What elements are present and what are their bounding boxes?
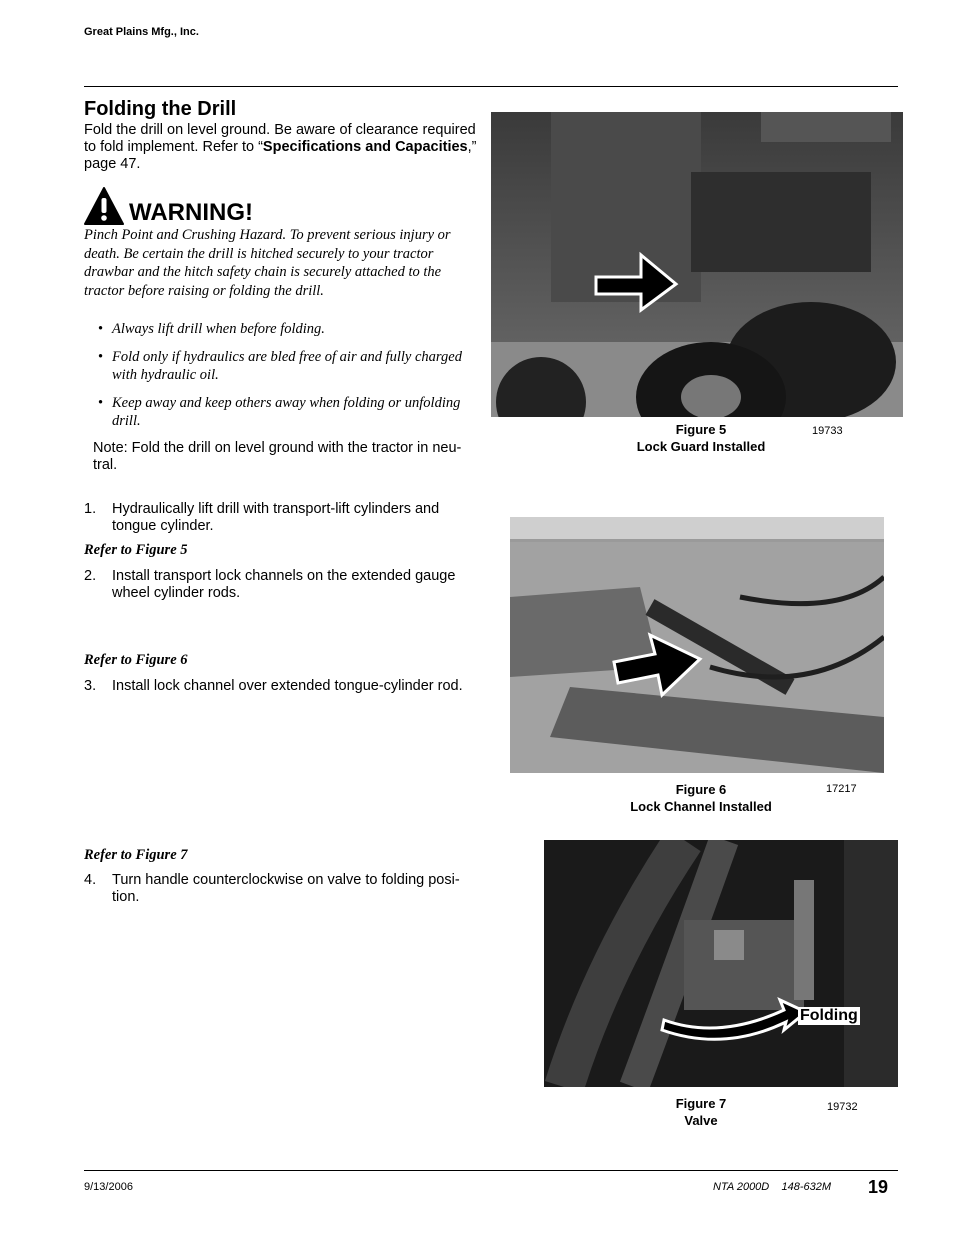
company-header: Great Plains Mfg., Inc.: [84, 26, 199, 38]
figure-title: Lock Channel Installed: [630, 799, 772, 814]
figure-6-caption: [611, 781, 791, 815]
figure-7-caption: [611, 1095, 791, 1129]
section-title: Folding the Drill: [84, 98, 237, 120]
refer-figure-7: Refer to Figure 7: [84, 847, 188, 863]
refer-figure-5: Refer to Figure 5: [84, 542, 188, 558]
step-text: Turn handle counterclockwise on valve to folding posi-tion.: [112, 872, 460, 905]
intro-bold-reference: Specifications and Capacities: [262, 139, 468, 155]
intro-text-1: Fold the drill on level ground. Be aware of clearance required to fold implement. Refer to “: [84, 122, 476, 155]
figure-7-photo: [544, 840, 898, 1087]
footer-document-id: NTA 2000D 148-632M: [713, 1181, 832, 1193]
list-item: • Fold only if hydraulics are bled free of air and fully charged with hydraulic oil.: [96, 348, 479, 385]
page-number: 19: [868, 1177, 889, 1197]
figure-5-caption: [611, 421, 791, 455]
warning-text: Pinch Point and Crushing Hazard. To prevent serious injury or death. Be certain the drill is hitched securely to your tractor drawbar and the hitch safety chain is securely attached to the tractor before raising or folding the drill.: [84, 227, 451, 299]
list-item: • Keep away and keep others away when folding or unfolding drill.: [96, 394, 479, 431]
header-rule: [84, 86, 898, 87]
figure-number: 17217: [826, 783, 857, 795]
folding-label: Folding: [800, 1007, 858, 1024]
figure-title: Valve: [684, 1113, 718, 1128]
step-2: [84, 568, 479, 602]
warning-bullet-list: [96, 320, 479, 440]
figure-5-photo: [491, 112, 903, 417]
step-1: [84, 501, 479, 535]
intro-paragraph: [84, 122, 479, 173]
step-number: 3.: [84, 678, 97, 694]
step-text: Install transport lock channels on the extended gauge wheel cylinder rods.: [112, 568, 456, 601]
step-text: Hydraulically lift drill with transport-lift cylinders and tongue cylinder.: [112, 501, 440, 534]
step-3: [84, 678, 479, 695]
figure-label: Figure 7: [675, 1096, 727, 1111]
figure-label: Figure 5: [675, 422, 727, 437]
refer-figure-6: Refer to Figure 6: [84, 652, 188, 668]
footer-rule: [84, 1170, 898, 1171]
figure-number: 19732: [827, 1101, 858, 1113]
footer-date: 9/13/2006: [84, 1181, 133, 1193]
warning-title: WARNING!: [129, 199, 253, 226]
figure-label: Figure 6: [675, 782, 727, 797]
step-text: Install lock channel over extended tongue-cylinder rod.: [112, 678, 463, 694]
figure-title: Lock Guard Installed: [636, 439, 766, 454]
step-number: 1.: [84, 501, 97, 517]
intro-text-2: ,” page 47.: [84, 139, 477, 172]
figure-number: 19733: [812, 425, 843, 437]
step-number: 2.: [84, 568, 97, 584]
warning-triangle-icon: [84, 186, 124, 226]
step-number: 4.: [84, 872, 97, 888]
step-4: [84, 872, 479, 906]
figure-6-photo: [510, 517, 884, 773]
list-item: • Always lift drill when before folding.: [96, 320, 479, 339]
note-text: Note: Fold the drill on level ground with the tractor in neu-tral.: [93, 440, 462, 473]
